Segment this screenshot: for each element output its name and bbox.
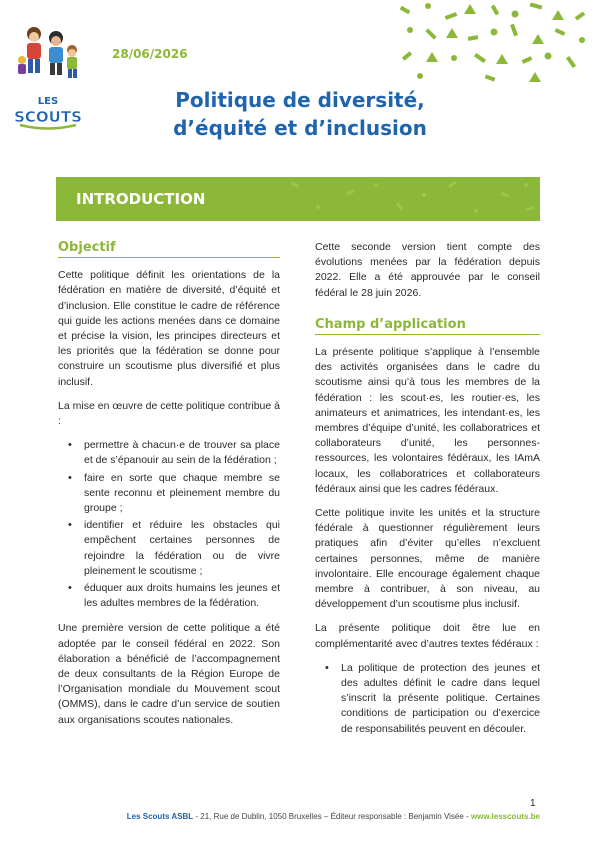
svg-text:LES: LES bbox=[37, 96, 59, 107]
left-column bbox=[58, 240, 280, 737]
footer-brand: Les Scouts ASBL bbox=[126, 812, 194, 821]
list-item: • La politique de protection des jeunes et des adultes définit le cadre dans lequel s’inscrit la présente politique. Certaines conditions de participation ou d’exercice de responsabilités peuvent en découler. bbox=[341, 661, 540, 737]
list-item: • permettre à chacun·e de trouver sa place et de s’épanouir au sein de la fédération ; bbox=[84, 438, 280, 468]
section-title: INTRODUCTION bbox=[76, 190, 206, 208]
svg-text:SCOUTS: SCOUTS bbox=[14, 108, 82, 126]
champ-paragraph-1: La présente politique s’applique à l’ensemble des activités organisées dans le cadre du scoutisme ainsi qu’à tous les membres de la fédération : les scout·es, les routier·es, les animateurs et animatrices, les intendant·es, les membres d’équipe d’unité, les collaboratrices et collaborateurs d’unité, les personnes-ressources, les volontaires fédéraux, les IAmA locaux, les collaboratrices et collaborateurs fédéraux ainsi que les cadres fédéraux. bbox=[315, 346, 540, 495]
champ-paragraph-2: Cette politique invite les unités et la structure fédérale à questionner régulièrement leurs pratiques afin d’éviter qu’elles n’excluent certaines personnes, même de manière involontaire. Elle encourage également chaque membre à contribuer, à son niveau, au développement d’un scoutisme plus inclusif. bbox=[315, 507, 540, 611]
footer-address: - 21, Rue de Dublin, 1050 Bruxelles – Éditeur responsable : Benjamin Visée - bbox=[193, 812, 471, 821]
section-banner bbox=[56, 177, 540, 221]
page-number: 1 bbox=[530, 798, 536, 809]
les-scouts-logo bbox=[12, 20, 84, 130]
objectif-bullet-list bbox=[58, 438, 280, 611]
version-paragraph: Cette seconde version tient compte des évolutions menées par la fédération depuis 2022. Elle a été approuvée par le conseil fédéral le 28 juin 2026. bbox=[315, 241, 540, 299]
list-item: • éduquer aux droits humains les jeunes et les adultes membres de la fédération. bbox=[84, 581, 280, 611]
list-item: • identifier et réduire les obstacles qui empêchent certaines personnes de rejoindre la fédération ou de vivre pleinement le scoutisme ; bbox=[84, 518, 280, 579]
objectif-heading: Objectif bbox=[58, 240, 280, 258]
right-column bbox=[315, 240, 540, 747]
objectif-paragraph-1: Cette politique définit les orientations de la fédération en matière de diversité, d’équité et d’inclusion. Elle constitue le cadre de référence qui guide les actions menées dans ce domaine et précise la vision, les principes directeurs et les priorités que la fédération se donne pour construire un scoutisme plus diversifié et plus inclusif. bbox=[58, 269, 280, 388]
document-title bbox=[150, 86, 450, 142]
document-date: 28/06/2026 bbox=[112, 47, 188, 61]
title-line-2: d’équité et d’inclusion bbox=[173, 116, 427, 140]
page-footer bbox=[70, 812, 540, 821]
footer-website-link[interactable]: www.lesscouts.be bbox=[470, 812, 540, 821]
confetti-pattern bbox=[390, 0, 595, 86]
champ-paragraph-3: La présente politique doit être lue en complémentarité avec d’autres textes fédéraux : bbox=[315, 622, 540, 650]
champ-application-heading: Champ d’application bbox=[315, 317, 540, 335]
list-item: • faire en sorte que chaque membre se sente reconnu et pleinement membre du groupe ; bbox=[84, 471, 280, 517]
title-line-1: Politique de diversité, bbox=[175, 88, 425, 112]
textes-bullet-list bbox=[315, 661, 540, 737]
objectif-paragraph-3: Une première version de cette politique a été adoptée par le conseil fédéral en 2022. Son élaboration a bénéficié de l’accompagnement de deux consultants de la Région Europe de l’Organisation mondiale du Mouvement scout (OMMS), dans le cadre d’un service de soutien aux organisations scoutes nationales. bbox=[58, 622, 280, 726]
objectif-paragraph-2: La mise en œuvre de cette politique contribue à : bbox=[58, 399, 280, 428]
